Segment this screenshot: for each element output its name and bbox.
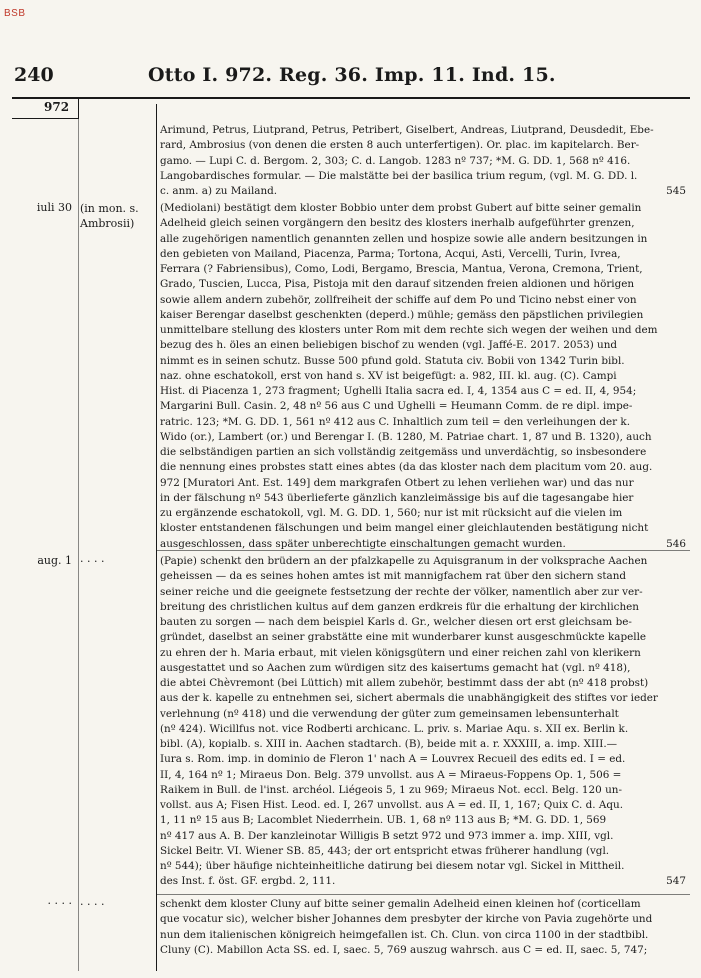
entry-line: Raikem in Bull. de l'inst. archéol. Liégeois 5, 1 zu 969; Miraeus Not. eccl. Belg. 120 un- [160, 783, 622, 796]
entry-line: bibl. (A), kopialb. s. XIII in. Aachen stadtarch. (B), beide mit a. r. XXXIII, a. imp. XIII.— [160, 738, 618, 750]
entry-line: Sickel Beitr. VI. Wiener SB. 85, 443; der ort entspricht etwas früherer handlung (vgl. [160, 844, 610, 857]
entry-line: 972 [Muratori Ant. Est. 149] dem markgrafen Otbert zu lehen verliehen war) und das nur [160, 476, 634, 489]
page-number: 240 [14, 64, 54, 86]
entry-line: Langobardisches formular. — Die malstätte bei der basilica trium regum, (vgl. M. G. DD. l. [160, 169, 638, 182]
entry-line: den gebieten von Mailand, Piacenza, Parma; Tortona, Acqui, Asti, Vercelli, Turin, Ivrea, [160, 247, 621, 260]
entry-line: nº 417 aus A. B. Der kanzleinotar Willigis B setzt 972 und 973 immer a. imp. XIII, vgl. [160, 829, 614, 842]
entry-line: kaiser Berengar daselbst geschenkten (deperd.) mühle; gemäss den päpstlichen privilegien [160, 308, 644, 321]
entry-line: in der fälschung nº 543 überlieferte gänzlich kanzleimässige bis auf die tagesangabe hier [160, 491, 634, 504]
entry-line-text: des Inst. f. öst. GF. ergbd. 2, 111. [160, 875, 336, 888]
year-box-right-border [78, 99, 79, 119]
entry-line: geheissen — da es seines hohen amtes ist mit mannigfachem rat über den sichern stand [160, 570, 627, 583]
entry-line: (nº 424). Wicillfus not. vice Rodberti archicanc. L. priv. s. Mariae Aqu. s. XII ex. Berlin k. [160, 722, 629, 735]
entry-line: Arimund, Petrus, Liutprand, Petrus, Petribert, Giselbert, Andreas, Liutprand, Deusdedit, Ebe- [160, 124, 654, 136]
entry-line: bauten zu sorgen — nach dem beispiel Karls d. Gr., welcher diesen ort erst gleichsam be- [160, 616, 632, 628]
entry-line: unmittelbare stellung des klosters unter Rom mit dem rechte sich wegen der weihen und dem [160, 324, 658, 336]
entry-place-line: · · · · [80, 555, 105, 568]
entry-date: iuli 30 [36, 201, 72, 214]
date-column-rule [78, 119, 79, 971]
entry-place [80, 554, 156, 569]
entry-place-line: (in mon. s. [80, 202, 139, 215]
entry-separator [156, 894, 690, 895]
entry-separator [156, 550, 690, 551]
entry-line-text: ausgeschlossen, dass später unberechtigte einschaltungen gemacht wurden. [160, 537, 566, 550]
entry-line: II, 4, 164 nº 1; Miraeus Don. Belg. 379 unvollst. aus A = Miraeus-Foppens Op. 1, 506 = [160, 768, 622, 781]
regest-entry-547 [160, 554, 686, 890]
header-rule [12, 97, 690, 99]
entry-line: (Papie) schenkt den brüdern an der pfalzkapelle zu Aquisgranum in der volksprache Aachen [160, 555, 648, 567]
entry-line-final [160, 184, 686, 199]
entry-line: Grado, Tuscien, Lucca, Pisa, Pistoja mit den darauf sitzenden freien aldionen und hörigen [160, 278, 635, 291]
entry-line: die abtei Chèvremont (bei Lüttich) mit allem zubehör, bestimmt dass der abt (nº 418 probst) [160, 677, 649, 689]
entry-date: aug. 1 [37, 554, 72, 567]
entry-line: bezug des h. öles an einen beliebigen bischof zu wenden (vgl. Jaffé-E. 2017. 2053) und [160, 339, 618, 352]
entry-line: ratric. 123; *M. G. DD. 1, 561 nº 412 aus C. Inhaltlich zum teil = den verleihungen der k. [160, 415, 631, 428]
entry-line: alle zugehörigen namentlich genannten zellen und hospize sowie alle andern besitzungen in [160, 232, 648, 245]
regest-entry-546 [160, 201, 686, 552]
regest-number: 546 [666, 537, 686, 550]
regest-number: 545 [666, 185, 686, 197]
entry-place-line: Ambrosii) [80, 217, 135, 230]
entry-line: naz. ohne eschatokoll, erst von hand s. XV ist beigefügt: a. 982, III. kl. aug. (C). Campi [160, 369, 617, 382]
entry-line: (Mediolani) bestätigt dem kloster Bobbio unter dem probst Gubert auf bitte seiner gemalin [160, 202, 642, 214]
library-mark: BSB [4, 8, 26, 19]
entry-place [80, 201, 156, 231]
entry-line: ausgestattet und so Aachen zum würdigen sitz des kaisertums gemacht hat (vgl. nº 418), [160, 661, 631, 674]
entry-line: nimmt es in seinen schutz. Busse 500 pfund gold. Statuta civ. Bobii von 1342 Turin bibl. [160, 354, 625, 367]
entry-line: gründet, daselbst an seiner grabstätte eine mit wunderbarer kunst ausgeschmückte kapelle [160, 631, 647, 644]
entry-line: Iura s. Rom. imp. in dominio de Fleron 1' nach A = Louvrex Recueil des edits ed. I = ed. [160, 753, 626, 766]
entry-line: Wido (or.), Lambert (or.) und Berengar I. (B. 1280, M. Patriae chart. 1, 87 und B. 1320), auch [160, 430, 652, 443]
entry-line: rard, Ambrosius (von denen die ersten 8 auch unterfertigen). Or. plac. im kapitelarch. Ber- [160, 139, 640, 152]
entry-line: die selbständigen partien an sich vollständig zeitgemäss und unverdächtig, so insbesondere [160, 446, 647, 458]
entry-line: vollst. aus A; Fisen Hist. Leod. ed. I, 267 unvollst. aus A = ed. II, 1, 167; Quix C. d. Aqu. [160, 799, 624, 811]
text-column-rule [156, 104, 157, 971]
entry-line: Cluny (C). Mabillon Acta SS. ed. I, saec. 5, 769 auszug wahrsch. aus C = ed. II, saec. 5, 747; [160, 943, 648, 956]
entry-line: Margarini Bull. Casin. 2, 48 nº 56 aus C und Ughelli = Heumann Comm. de re dipl. impe- [160, 400, 633, 413]
entry-line: zu ergänzende eschatokoll, vgl. M. G. DD. 1, 560; nur ist mit rücksicht auf die vielen im [160, 507, 623, 519]
year-box-rule [12, 118, 78, 119]
entry-line: Hist. di Piacenza 1, 273 fragment; Ughelli Italia sacra ed. I, 4, 1354 aus C = ed. II, 4, 954; [160, 385, 637, 397]
regest-entry-545 [160, 123, 686, 199]
entry-line: Ferrara (? Fabriensibus), Como, Lodi, Bergamo, Brescia, Mantua, Verona, Cremona, Trient, [160, 263, 643, 275]
regest-entry-548 [160, 897, 686, 958]
entry-line-text: c. anm. a) zu Mailand. [160, 185, 278, 197]
entry-line: gamo. — Lupi C. d. Bergom. 2, 303; C. d. Langob. 1283 nº 737; *M. G. DD. 1, 568 nº 416. [160, 154, 631, 167]
entry-line: nº 544); über häufige nichteinheitliche datirung bei diesem notar vgl. Sickel in Mittheil. [160, 860, 625, 872]
entry-line-final [160, 874, 686, 889]
entry-line: que vocatur sic), welcher bisher Johannes dem presbyter der kirche von Pavia zugehörte und [160, 913, 653, 926]
regest-number: 547 [666, 875, 686, 888]
entry-line: seiner reiche und die geeignete festsetzung der rechte der völker, namentlich aber zur ver- [160, 585, 643, 598]
entry-line: sowie allem andern zubehör, zollfreiheit der schiffe auf dem Po und Ticino nebst einer von [160, 293, 637, 306]
entry-line: aus der k. kapelle zu entnehmen sei, sichert abermals die unabhängigkeit des stiftes vor ieder [160, 692, 658, 705]
entry-line: 1, 11 nº 15 aus B; Lacomblet Niederrhein. UB. 1, 68 nº 113 aus B; *M. G. DD. 1, 569 [160, 814, 607, 827]
entry-line: schenkt dem kloster Cluny auf bitte seiner gemalin Adelheid einen kleinen hof (corticellam [160, 898, 641, 910]
year-label: 972 [44, 100, 70, 114]
entry-line: Adelheid gleich seinen vorgängern den besitz des klosters inerhalb aufgeführter grenzen, [160, 217, 635, 230]
entry-date: · · · · [47, 897, 72, 910]
entry-line: zu ehren der h. Maria erbaut, mit vielen königsgütern und einer reichen zahl von klerikern [160, 646, 641, 659]
entry-line: kloster entstandenen fälschungen und beim mangel einer gleichlautenden bestätigung nicht [160, 522, 649, 535]
entry-line: die nennung eines probstes statt eines abtes (da das kloster nach dem placitum vom 20. aug. [160, 461, 653, 474]
entry-place-line: · · · · [80, 898, 105, 911]
entry-line: verlehnung (nº 418) und die verwendung der güter zum gemeinsamen lebensunterhalt [160, 707, 619, 720]
entry-place [80, 897, 156, 912]
entry-line: nun dem italienischen königreich heimgefallen ist. Ch. Clun. von circa 1100 in der stadtbibl. [160, 928, 649, 941]
entry-line: breitung des christlichen kultus auf dem ganzen erdkreis für die erhaltung der kirchlichen [160, 600, 639, 613]
running-title: Otto I. 972. Reg. 36. Imp. 11. Ind. 15. [148, 64, 556, 86]
